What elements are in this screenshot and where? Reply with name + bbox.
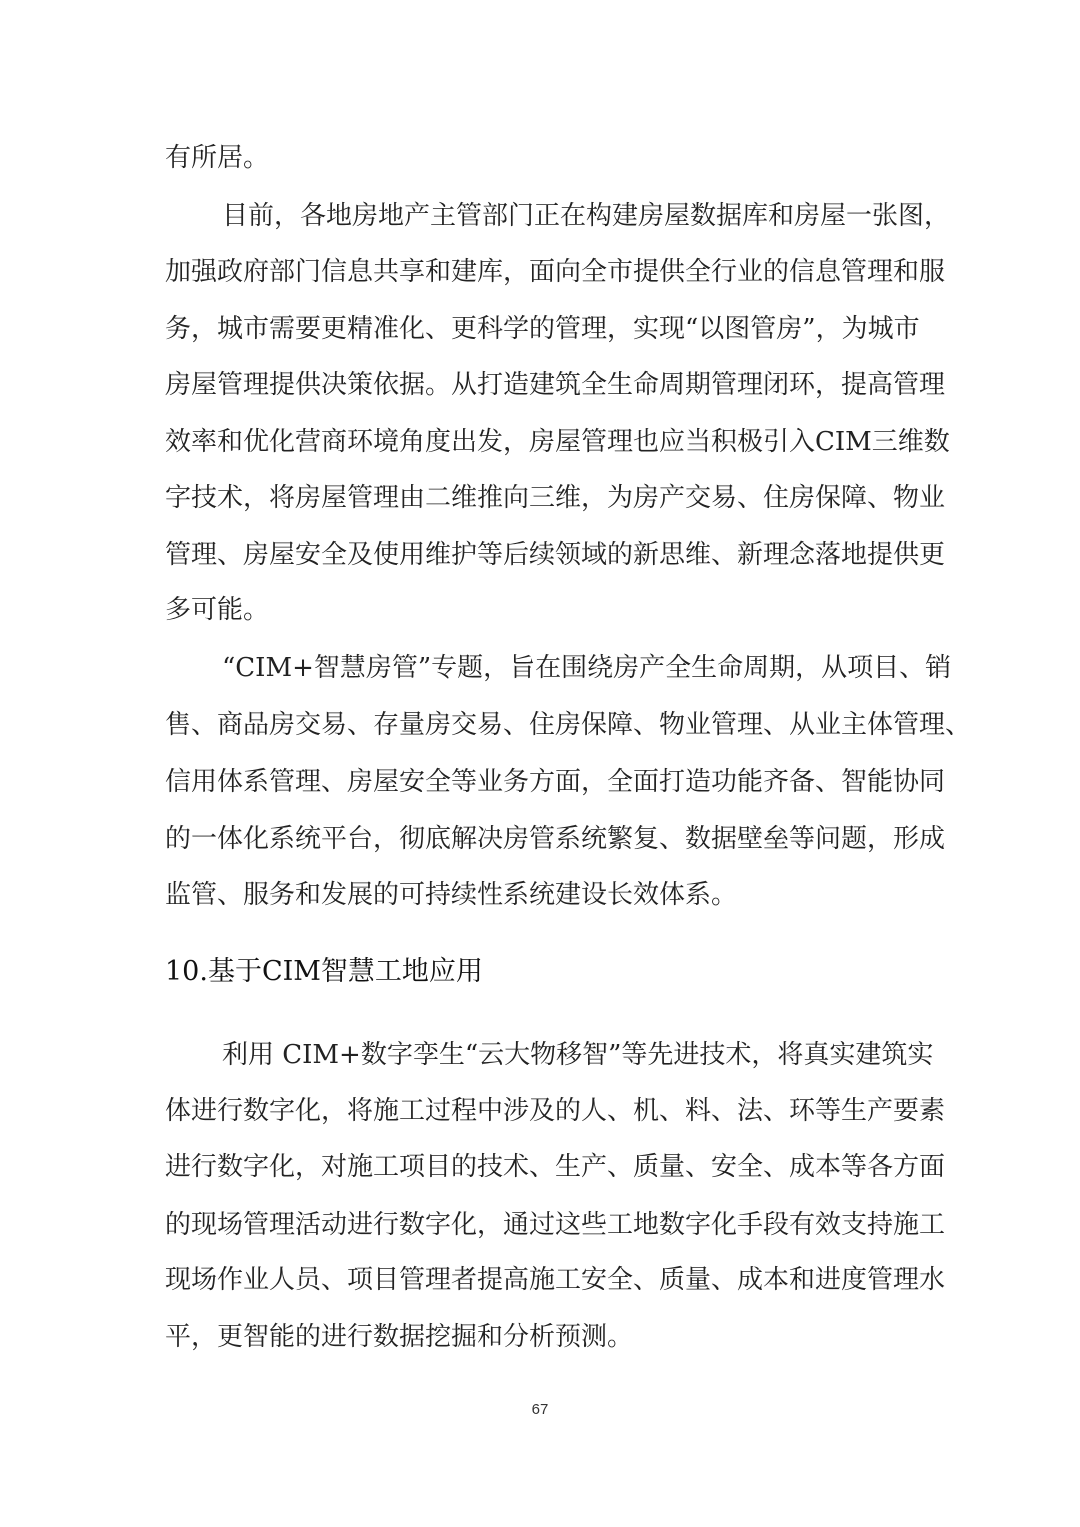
paragraph-line: “CIM+智慧房管”专题，旨在围绕房产全生命周期，从项目、销 (222, 653, 952, 683)
paragraph-line: 监管、服务和发展的可持续性系统建设长效体系。 (165, 880, 738, 910)
paragraph-line: 的一体化系统平台，彻底解决房管系统繁复、数据壁垒等问题，形成 (165, 824, 946, 854)
paragraph-line: 进行数字化，对施工项目的技术、生产、质量、安全、成本等各方面 (165, 1152, 946, 1182)
paragraph-line: 效率和优化营商环境角度出发，房屋管理也应当积极引入CIM三维数 (165, 427, 950, 457)
paragraph-line: 的现场管理活动进行数字化，通过这些工地数字化手段有效支持施工 (165, 1210, 946, 1240)
paragraph-line: 目前，各地房地产主管部门正在构建房屋数据库和房屋一张图， (222, 201, 951, 231)
section-heading: 10.基于CIM智慧工地应用 (165, 956, 483, 987)
paragraph-line: 平，更智能的进行数据挖掘和分析预测。 (165, 1322, 634, 1352)
paragraph-line: 管理、房屋安全及使用维护等后续领域的新思维、新理念落地提供更 (165, 540, 946, 570)
paragraph-line: 字技术，将房屋管理由二维推向三维，为房产交易、住房保障、物业 (165, 483, 946, 513)
paragraph-line: 信用体系管理、房屋安全等业务方面，全面打造功能齐备、智能协同 (165, 767, 946, 797)
paragraph-line: 务，城市需要更精准化、更科学的管理，实现“以图管房”，为城市 (165, 314, 920, 344)
paragraph-line: 房屋管理提供决策依据。从打造建筑全生命周期管理闭环，提高管理 (165, 370, 946, 400)
paragraph-line: 加强政府部门信息共享和建库，面向全市提供全行业的信息管理和服 (165, 257, 946, 287)
paragraph-line: 多可能。 (165, 595, 270, 625)
paragraph-line: 售、商品房交易、存量房交易、住房保障、物业管理、从业主体管理、 (165, 710, 972, 740)
paragraph-line: 有所居。 (165, 143, 270, 173)
page-number: 67 (531, 1401, 549, 1418)
paragraph-line: 利用 CIM+数字孪生“云大物移智”等先进技术，将真实建筑实 (222, 1040, 934, 1070)
paragraph-line: 体进行数字化，将施工过程中涉及的人、机、料、法、环等生产要素 (165, 1096, 946, 1126)
paragraph-line: 现场作业人员、项目管理者提高施工安全、质量、成本和进度管理水 (165, 1265, 946, 1295)
